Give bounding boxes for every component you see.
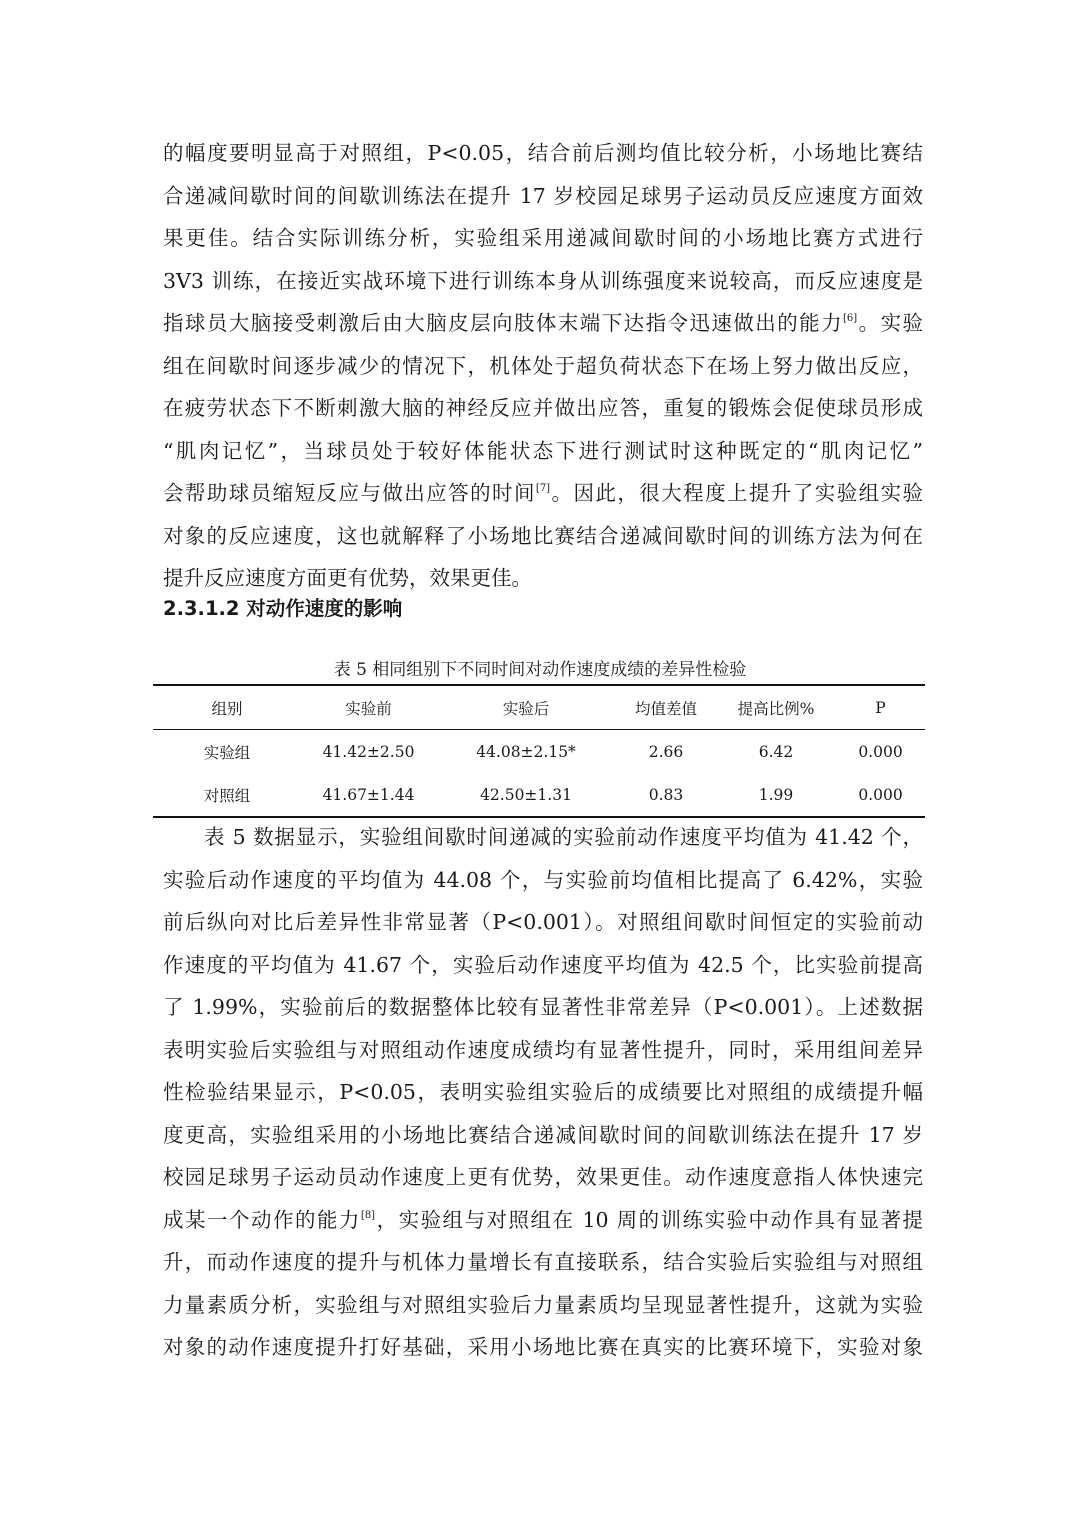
header-group: 组别 (153, 685, 301, 730)
text-line: 3V3 训练，在接近实战环境下进行训练本身从训练强度来说较高，而反应速度是 (163, 268, 923, 293)
text-line: “肌肉记忆”，当球员处于较好体能状态下进行测试时这种既定的“肌肉记忆” (163, 438, 923, 463)
body-paragraph-2 (163, 816, 923, 1369)
body-paragraph-1 (163, 132, 923, 600)
text-line: 作速度的平均值为 41.67 个，实验后动作速度平均值为 42.5 个，比实验前提高 (163, 952, 923, 977)
table-header-row (153, 685, 925, 730)
text-segment: ，实验组与对照组在 10 周的训练实验中动作具有显著提 (375, 1207, 923, 1232)
table-cell: 42.50±1.31 (436, 773, 616, 817)
text-line: 升，而动作速度的提升与机体力量增长有直接联系，结合实验后实验组与对照组 (163, 1250, 923, 1274)
citation: [7] (535, 483, 551, 494)
text-line: 实验后动作速度的平均值为 44.08 个，与实验前均值相比提高了 6.42%，实验 (163, 867, 923, 892)
text-line: 前后纵向对比后差异性非常显著（P<0.001）。对照组间歇时间恒定的实验前动 (163, 910, 923, 934)
header-before: 实验前 (301, 685, 436, 730)
text-line: 表 5 数据显示，实验组间歇时间递减的实验前动作速度平均值为 41.42 个， (204, 825, 923, 849)
text-segment: 会帮助球员缩短反应与做出应答的时间 (163, 481, 536, 505)
table-row (153, 730, 925, 774)
text-line: 校园足球男子运动员动作速度上更有优势，效果更佳。动作速度意指人体快速完 (163, 1165, 923, 1189)
table-cell: 41.67±1.44 (301, 773, 436, 817)
text-line: 表明实验后实验组与对照组动作速度成绩均有显著性提升，同时，采用组间差异 (163, 1037, 923, 1062)
table-cell: 0.000 (858, 742, 903, 761)
table-cell: 41.42±2.50 (322, 742, 415, 761)
text-line: 对象的动作速度提升打好基础，采用小场地比赛在真实的比赛环境下，实验对象 (163, 1335, 923, 1359)
text-line: 组在间歇时间逐步减少的情况下，机体处于超负荷状态下在场上努力做出反应， (163, 353, 923, 378)
table-caption: 表 5 相同组别下不同时间对动作速度成绩的差异性检验 (333, 660, 747, 680)
table-cell: 0.000 (836, 773, 925, 817)
text-line (163, 302, 923, 345)
table-cell: 44.08±2.15* (476, 742, 576, 761)
table-row (153, 773, 925, 817)
table-cell: 实验组 (203, 743, 251, 762)
header-after: 实验后 (436, 685, 616, 730)
text-line: 合递减间歇时间的间歇训练法在提升 17 岁校园足球男子运动员反应速度方面效 (163, 183, 923, 208)
header-p: P (836, 685, 925, 730)
text-line (163, 472, 923, 515)
header-mean-diff: 均值差值 (616, 685, 716, 730)
text-line: 在疲劳状态下不断刺激大脑的神经反应并做出应答，重复的锻炼会促使球员形成 (163, 396, 923, 420)
data-table (153, 684, 925, 818)
text-line: 性检验结果显示，P<0.05，表明实验组实验后的成绩要比对照组的成绩提升幅 (163, 1080, 923, 1104)
text-segment: 指球员大脑接受刺激后由大脑皮层向肢体末端下达指令迅速做出的能力 (163, 311, 844, 335)
table-cell: 0.83 (616, 773, 716, 817)
text-line (163, 1199, 923, 1242)
text-line: 力量素质分析，实验组与对照组实验后力量素质均呈现显著性提升，这就为实验 (163, 1292, 923, 1317)
table-cell: 6.42 (758, 742, 794, 761)
section-heading: 2.3.1.2 对动作速度的影响 (163, 597, 403, 620)
text-line: 对象的反应速度，这也就解释了小场地比赛结合递减间歇时间的训练方法为何在 (163, 523, 923, 548)
text-segment: 。实验 (857, 311, 924, 335)
text-line: 提升反应速度方面更有优势，效果更佳。 (163, 566, 532, 590)
text-line: 的幅度要明显高于对照组，P<0.05，结合前后测均值比较分析，小场地比赛结 (163, 141, 923, 165)
text-line: 度更高，实验组采用的小场地比赛结合递减间歇时间的间歇训练法在提升 17 岁 (163, 1122, 923, 1147)
citation: [6] (843, 313, 858, 324)
text-line: 果更佳。结合实际训练分析，实验组采用递减间歇时间的小场地比赛方式进行 (163, 226, 923, 250)
table-cell: 2.66 (648, 742, 684, 761)
text-segment: 成某一个动作的能力 (163, 1207, 361, 1232)
table-cell: 对照组 (153, 773, 301, 817)
citation: [8] (360, 1209, 376, 1221)
text-line: 了 1.99%，实验前后的数据整体比较有显著性非常差异（P<0.001）。上述数据 (163, 995, 923, 1019)
table-cell: 1.99 (716, 773, 836, 817)
header-improve-pct: 提高比例% (716, 685, 836, 730)
text-segment: 。因此，很大程度上提升了实验组实验 (550, 481, 924, 505)
